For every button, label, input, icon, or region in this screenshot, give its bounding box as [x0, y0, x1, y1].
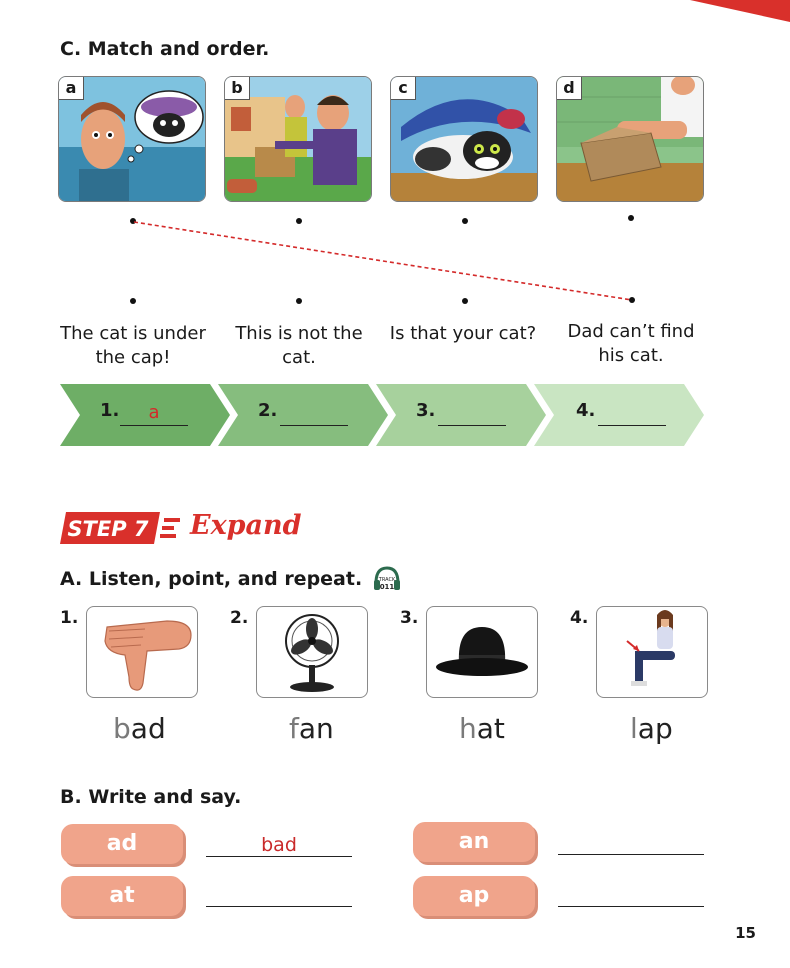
sentence-line: cat.: [282, 347, 316, 368]
fan-icon: [257, 607, 367, 697]
section-a-title: A. Listen, point, and repeat.: [60, 568, 363, 590]
picture-b[interactable]: [224, 76, 372, 202]
word-rest: at: [476, 712, 505, 745]
sentence-line: Dad can’t find: [567, 321, 695, 342]
item-number-4: 4.: [570, 608, 589, 628]
item-number-3: 3.: [400, 608, 419, 628]
sentence-line: his cat.: [598, 345, 664, 366]
word-fan: [289, 712, 334, 745]
picture-letter: c: [391, 77, 416, 100]
sentence-1: [58, 322, 208, 370]
word-first-letter: f: [289, 712, 299, 745]
word-first-letter: b: [113, 712, 131, 745]
order-answer-1: a: [148, 402, 160, 423]
section-b-title: B. Write and say.: [60, 786, 242, 808]
track-label: TRACK: [378, 577, 396, 583]
pill-an: an: [413, 822, 535, 862]
word-hat: [459, 712, 505, 745]
order-label-4: 4.: [576, 400, 596, 421]
write-blank-an[interactable]: [558, 854, 704, 855]
word-picture-hat[interactable]: [426, 606, 538, 698]
picture-letter: b: [225, 77, 250, 100]
write-answer-ad: bad: [261, 834, 297, 856]
step-badge: [60, 512, 184, 544]
word-first-letter: h: [459, 712, 477, 745]
word-rest: ap: [637, 712, 673, 745]
write-blank-at[interactable]: [206, 906, 352, 907]
word-picture-lap[interactable]: [596, 606, 708, 698]
sentence-line: the cap!: [95, 347, 171, 368]
word-rest: ad: [130, 712, 166, 745]
picture-a[interactable]: [58, 76, 206, 202]
pill-ap: ap: [413, 876, 535, 916]
order-label-3: 3.: [416, 400, 436, 421]
order-label-1: 1.: [100, 400, 120, 421]
match-dot-picture-a[interactable]: [130, 218, 136, 224]
page-number: 15: [735, 924, 756, 942]
picture-d[interactable]: [556, 76, 704, 202]
write-blank-ad[interactable]: [206, 856, 352, 857]
match-dot-picture-d[interactable]: [628, 215, 634, 221]
sentence-2: [224, 322, 374, 370]
write-blank-ap[interactable]: [558, 906, 704, 907]
item-number-2: 2.: [230, 608, 249, 628]
lap-icon: [597, 607, 707, 697]
sentence-line: The cat is under: [60, 323, 206, 344]
headphones-track-icon[interactable]: [372, 565, 402, 593]
item-number-1: 1.: [60, 608, 79, 628]
match-dot-sentence-3[interactable]: [462, 298, 468, 304]
order-blank-4[interactable]: [598, 425, 666, 426]
word-first-letter: l: [630, 712, 638, 745]
match-dot-picture-c[interactable]: [462, 218, 468, 224]
order-blank-3[interactable]: [438, 425, 506, 426]
corner-ribbon: [670, 0, 790, 22]
word-picture-bad[interactable]: [86, 606, 198, 698]
order-chevron-3: [376, 384, 546, 446]
word-lap: [630, 712, 673, 745]
picture-c[interactable]: [390, 76, 538, 202]
match-dot-sentence-2[interactable]: [296, 298, 302, 304]
sentence-line: This is not the: [235, 323, 363, 344]
word-rest: an: [298, 712, 334, 745]
order-chevron-2: [218, 384, 388, 446]
section-c-title: C. Match and order.: [60, 38, 270, 60]
order-blank-1[interactable]: [120, 425, 188, 426]
step-title: Expand: [190, 510, 302, 541]
sentence-line: Is that your cat?: [389, 323, 537, 344]
word-picture-fan[interactable]: [256, 606, 368, 698]
match-dot-sentence-4[interactable]: [629, 297, 635, 303]
order-blank-2[interactable]: [280, 425, 348, 426]
picture-letter: d: [557, 77, 582, 100]
track-number: 011: [379, 583, 395, 591]
order-label-2: 2.: [258, 400, 278, 421]
thumbs-down-icon: [87, 607, 197, 697]
match-dot-sentence-1[interactable]: [130, 298, 136, 304]
step-badge-text: STEP 7: [67, 517, 149, 541]
hat-icon: [427, 607, 537, 697]
sentence-3: [388, 322, 538, 346]
sentence-4: [556, 320, 706, 368]
pill-at: at: [61, 876, 183, 916]
word-bad: [113, 712, 166, 745]
order-chevron-4: [534, 384, 704, 446]
picture-letter: a: [59, 77, 84, 100]
match-dot-picture-b[interactable]: [296, 218, 302, 224]
pill-ad: ad: [61, 824, 183, 864]
